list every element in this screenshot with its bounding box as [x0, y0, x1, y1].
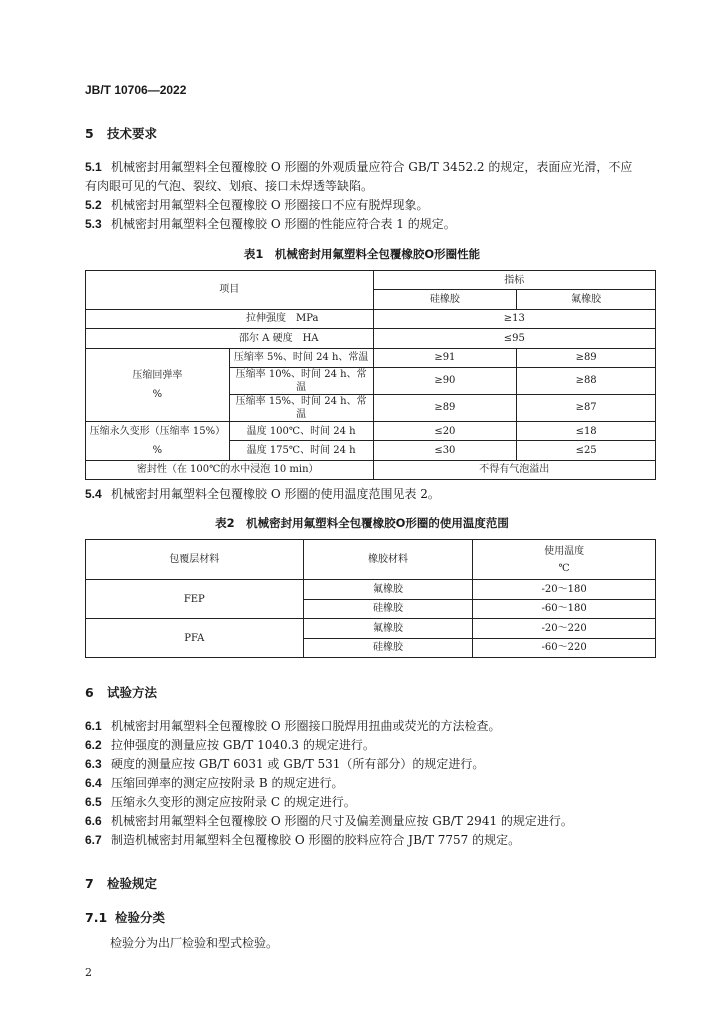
rebound-silicone: ≥91	[373, 348, 517, 367]
header-item: 项目	[86, 271, 374, 310]
row-seal-value: 不得有气泡溢出	[373, 460, 655, 479]
section-number: 7	[85, 876, 94, 891]
table2-caption: 表2 机械密封用氟塑料全包覆橡胶O形圈的使用温度范围	[215, 516, 509, 530]
rebound-fluoro: ≥87	[517, 394, 656, 421]
clause-text: 机械密封用氟塑料全包覆橡胶 O 形圈的尺寸及偏差测量应按 GB/T 2941 的规定进行。	[111, 814, 573, 828]
page-number: 2	[85, 966, 92, 979]
section-7-1-body: 检验分为出厂检验和型式检验。	[110, 936, 279, 950]
clause-6-2: 6.2 拉伸强度的测量应按 GB/T 1040.3 的规定进行。	[85, 738, 375, 752]
section-title: 技术要求	[107, 126, 158, 141]
clause-text: 压缩回弹率的测定应按附录 B 的规定进行。	[111, 776, 344, 790]
rebound-fluoro: ≥89	[517, 348, 656, 367]
clause-5-3	[85, 215, 456, 234]
compset-label: 压缩永久变形（压缩率 15%） %	[86, 421, 230, 460]
compset-silicone: ≤20	[373, 421, 517, 440]
clause-text: 制造机械密封用氟塑料全包覆橡胶 O 形圈的胶料应符合 JB/T 7757 的规定。	[111, 833, 521, 847]
row-tensile-value: ≥13	[373, 309, 655, 328]
rebound-silicone: ≥90	[373, 367, 517, 394]
clause-6-5: 6.5 压缩永久变形的测定应按附录 C 的规定进行。	[85, 795, 356, 809]
clause-5-1	[85, 158, 632, 196]
header-rubber: 橡胶材料	[303, 540, 473, 580]
cover-material: PFA	[86, 619, 304, 658]
temp-range: -60～220	[473, 638, 656, 658]
clause-6-1: 6.1 机械密封用氟塑料全包覆橡胶 O 形圈接口脱焊用扭曲或荧光的方法检查。	[85, 719, 501, 733]
compset-cond: 温度 100℃、时间 24 h	[229, 421, 373, 440]
rebound-cond: 压缩率 15%、时间 24 h、常温	[229, 394, 373, 421]
clause-number: 5.3	[85, 217, 102, 231]
row-hardness-value: ≤95	[373, 329, 655, 348]
compset-silicone: ≤30	[373, 441, 517, 460]
subsection-7-1-heading	[85, 908, 165, 926]
section-title: 试验方法	[107, 685, 158, 700]
table2	[85, 539, 656, 658]
clause-6-7: 6.7 制造机械密封用氟塑料全包覆橡胶 O 形圈的胶料应符合 JB/T 7757 的规定。	[85, 833, 521, 847]
section-number: 5	[85, 126, 94, 141]
compset-fluoro: ≤18	[517, 421, 656, 440]
header-fluoro: 氟橡胶	[517, 290, 656, 309]
compset-fluoro: ≤25	[517, 441, 656, 460]
clause-text-line2: 有肉眼可见的气泡、裂纹、划痕、接口未焊透等缺陷。	[85, 179, 374, 193]
clause-text: 拉伸强度的测量应按 GB/T 1040.3 的规定进行。	[111, 738, 375, 752]
header-cover: 包覆层材料	[86, 540, 304, 580]
clause-number: 5.2	[85, 198, 102, 212]
clause-text-line1: 机械密封用氟塑料全包覆橡胶 O 形圈的外观质量应符合 GB/T 3452.2 的规定，表面应光滑，不应	[111, 160, 633, 174]
section-7-heading	[85, 874, 157, 892]
cover-material: FEP	[86, 580, 304, 619]
section-5-heading	[85, 124, 157, 142]
subsection-title: 检验分类	[115, 910, 166, 925]
rubber-material: 氟橡胶	[303, 580, 473, 600]
temp-range: -20～180	[473, 580, 656, 600]
clause-5-4	[85, 485, 440, 504]
clause-text: 机械密封用氟塑料全包覆橡胶 O 形圈接口脱焊用扭曲或荧光的方法检查。	[111, 719, 501, 733]
standard-number: JB/T 10706—2022	[85, 83, 187, 97]
rubber-material: 硅橡胶	[303, 638, 473, 658]
clause-6-4: 6.4 压缩回弹率的测定应按附录 B 的规定进行。	[85, 776, 344, 790]
clause-5-2	[85, 196, 428, 215]
temp-range: -60～180	[473, 599, 656, 619]
rubber-material: 氟橡胶	[303, 619, 473, 639]
compset-cond: 温度 175℃、时间 24 h	[229, 441, 373, 460]
section-title: 检验规定	[107, 876, 158, 891]
clause-number: 5.4	[85, 487, 102, 501]
section-number: 6	[85, 685, 94, 700]
row-seal-label: 密封性（在 100℃的水中浸泡 10 min）	[86, 460, 374, 479]
clause-text: 硬度的测量应按 GB/T 6031 或 GB/T 531（所有部分）的规定进行。	[111, 757, 485, 771]
table1-caption: 表1 机械密封用氟塑料全包覆橡胶O形圈性能	[243, 247, 481, 261]
clause-text: 机械密封用氟塑料全包覆橡胶 O 形圈的使用温度范围见表 2。	[111, 487, 440, 501]
table1	[85, 270, 656, 480]
header-silicone: 硅橡胶	[373, 290, 517, 309]
rebound-label: 压缩回弹率 %	[86, 348, 230, 421]
rebound-fluoro: ≥88	[517, 367, 656, 394]
rebound-cond: 压缩率 5%、时间 24 h、常温	[229, 348, 373, 367]
clause-number: 5.1	[85, 160, 102, 174]
subsection-number: 7.1	[85, 910, 108, 925]
row-hardness-label: 邵尔 A 硬度 HA	[86, 329, 374, 348]
rubber-material: 硅橡胶	[303, 599, 473, 619]
header-temp: 使用温度 ℃	[473, 540, 656, 580]
temp-range: -20～220	[473, 619, 656, 639]
clause-text: 机械密封用氟塑料全包覆橡胶 O 形圈接口不应有脱焊现象。	[111, 198, 429, 212]
row-tensile-label: 拉伸强度 MPa	[86, 309, 374, 328]
clause-text: 机械密封用氟塑料全包覆橡胶 O 形圈的性能应符合表 1 的规定。	[111, 217, 456, 231]
section-6-heading	[85, 683, 157, 701]
rebound-cond: 压缩率 10%、时间 24 h、常温	[229, 367, 373, 394]
clause-6-6: 6.6 机械密封用氟塑料全包覆橡胶 O 形圈的尺寸及偏差测量应按 GB/T 2941 的规定进行。	[85, 814, 573, 828]
clause-text: 压缩永久变形的测定应按附录 C 的规定进行。	[111, 795, 356, 809]
header-index: 指标	[373, 271, 655, 290]
rebound-silicone: ≥89	[373, 394, 517, 421]
clause-6-3: 6.3 硬度的测量应按 GB/T 6031 或 GB/T 531（所有部分）的规定进行。	[85, 757, 485, 771]
